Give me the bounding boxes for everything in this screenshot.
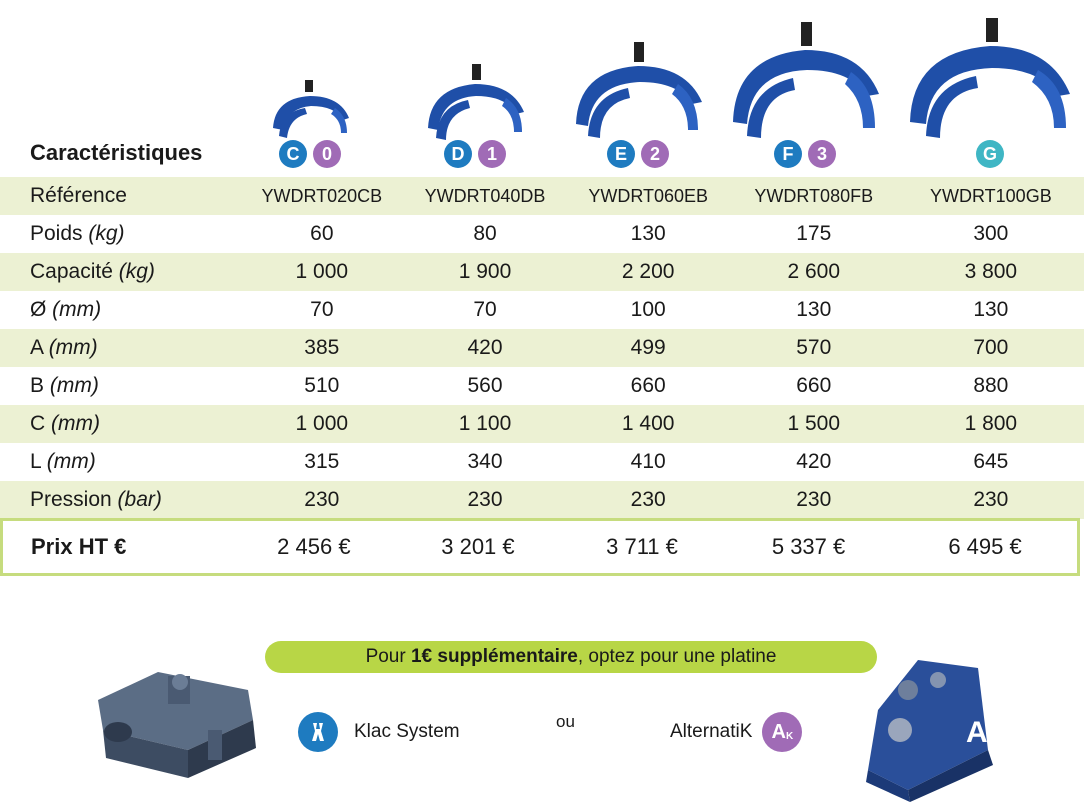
log-grapple-icon — [265, 78, 355, 140]
badge-group — [720, 140, 890, 168]
table-cell: 70 — [310, 298, 334, 321]
series-badge: 1 — [478, 140, 506, 168]
series-badge: 0 — [313, 140, 341, 168]
badge-group — [225, 140, 395, 168]
table-cell: 1 100 — [403, 405, 566, 443]
size-badge: F — [774, 140, 802, 168]
table-cell: 1 900 — [403, 253, 566, 291]
table-row — [0, 329, 1084, 367]
table-cell: YWDRT100GB — [898, 177, 1084, 215]
table-row — [0, 443, 1084, 481]
table-cell: 3 800 — [898, 253, 1084, 291]
promo-suffix: , optez pour une platine — [577, 646, 777, 667]
table-cell: 1 000 — [240, 253, 403, 291]
row-unit: (mm) — [46, 450, 96, 473]
price-value: 2 456 € — [277, 534, 351, 559]
table-cell: 230 — [403, 481, 566, 519]
table-cell: 340 — [467, 450, 503, 473]
row-label — [0, 291, 240, 329]
table-cell: 315 — [304, 450, 340, 473]
table-cell: 420 — [403, 329, 566, 367]
log-grapple-icon — [568, 40, 708, 140]
product-column-1 — [225, 0, 395, 175]
wrench-icon — [298, 712, 338, 752]
row-label — [0, 329, 240, 367]
series-badge: 2 — [641, 140, 669, 168]
table-row — [0, 177, 1084, 215]
promo-prefix: Pour — [365, 646, 406, 667]
table-cell: 570 — [730, 329, 898, 367]
table-cell: 410 — [630, 450, 666, 473]
table-cell: 660 — [630, 374, 666, 397]
price-value: 5 337 € — [771, 534, 846, 559]
product-column-2 — [390, 0, 560, 175]
table-cell: 2 200 — [567, 253, 730, 291]
table-cell: 1 500 — [730, 405, 898, 443]
row-label-text: A — [30, 336, 49, 359]
alternatik-label: AlternatiK — [670, 721, 753, 742]
row-label — [0, 481, 240, 519]
row-label — [0, 367, 240, 405]
row-label-text: C — [30, 412, 51, 435]
row-label — [0, 215, 240, 253]
table-row — [0, 367, 1084, 405]
series-badge: 3 — [808, 140, 836, 168]
row-unit: (kg) — [118, 260, 155, 283]
size-badge: G — [976, 140, 1004, 168]
klac-label: Klac System — [354, 721, 460, 742]
size-badge: E — [607, 140, 635, 168]
table-cell: 230 — [898, 481, 1084, 519]
row-unit: (mm) — [49, 374, 99, 397]
row-label — [0, 253, 240, 291]
price-value: 3 201 € — [441, 534, 515, 559]
table-cell: YWDRT020CB — [240, 177, 403, 215]
size-badge: C — [279, 140, 307, 168]
product-column-5 — [905, 0, 1075, 175]
table-cell: 1 400 — [567, 405, 730, 443]
table-cell: 175 — [796, 222, 832, 245]
row-label-text: Poids — [30, 222, 89, 245]
price-value: 6 495 € — [948, 534, 1022, 559]
table-cell: 300 — [973, 222, 1009, 245]
klac-plate-image — [88, 660, 263, 795]
table-row — [0, 291, 1084, 329]
table-cell: 80 — [473, 222, 497, 245]
table-cell: 130 — [973, 298, 1009, 321]
product-header — [0, 0, 1084, 175]
row-unit: (kg) — [88, 222, 125, 245]
table-cell: 499 — [567, 329, 730, 367]
table-cell: 130 — [630, 222, 666, 245]
row-label — [0, 177, 240, 215]
alternatik-plate-image — [848, 650, 1008, 805]
characteristics-title: Caractéristiques — [30, 140, 203, 165]
badge-group — [390, 140, 560, 168]
table-row — [0, 215, 1084, 253]
row-label-text: B — [30, 374, 50, 397]
table-cell: 700 — [898, 329, 1084, 367]
table-row — [0, 405, 1084, 443]
or-text: ou — [556, 712, 575, 731]
price-row — [0, 518, 1080, 576]
table-cell: 70 — [473, 298, 497, 321]
table-cell: 385 — [240, 329, 403, 367]
row-label-text: Référence — [30, 184, 127, 207]
specifications-table — [0, 177, 1084, 519]
log-grapple-icon — [725, 20, 885, 140]
table-cell: YWDRT060EB — [567, 177, 730, 215]
table-cell: YWDRT040DB — [403, 177, 566, 215]
table-cell: 2 600 — [730, 253, 898, 291]
table-cell: 1 000 — [240, 405, 403, 443]
table-cell: 100 — [630, 298, 666, 321]
row-label — [0, 405, 240, 443]
table-cell: 420 — [796, 450, 832, 473]
table-cell: 230 — [567, 481, 730, 519]
table-cell: 1 800 — [898, 405, 1084, 443]
alternatik-option — [670, 712, 802, 752]
svg-text:A: A — [966, 716, 988, 749]
product-column-4 — [720, 0, 890, 175]
row-unit: (mm) — [52, 298, 102, 321]
row-label-text: L — [30, 450, 47, 473]
log-grapple-icon — [420, 62, 530, 142]
table-cell: 880 — [973, 374, 1009, 397]
alternatik-badge-main: A — [771, 720, 786, 743]
table-row — [0, 253, 1084, 291]
row-label-text: Pression — [30, 488, 118, 511]
log-grapple-icon — [904, 16, 1076, 140]
table-cell: YWDRT080FB — [730, 177, 898, 215]
table-cell: 230 — [240, 481, 403, 519]
table-cell: 510 — [304, 374, 340, 397]
row-unit: (mm) — [48, 336, 98, 359]
table-row — [0, 481, 1084, 519]
klac-option — [298, 712, 460, 752]
promo-bold: 1€ supplémentaire — [410, 646, 578, 667]
table-cell: 130 — [796, 298, 832, 321]
alternatik-badge — [762, 712, 802, 752]
table-cell: 645 — [973, 450, 1009, 473]
size-badge: D — [444, 140, 472, 168]
alternatik-badge-sub: K — [785, 730, 794, 742]
badge-group — [553, 140, 723, 168]
table-cell: 660 — [796, 374, 832, 397]
table-cell: 560 — [467, 374, 503, 397]
row-label-text: Capacité — [30, 260, 119, 283]
row-label-text: Ø — [30, 298, 53, 321]
badge-group — [905, 140, 1075, 168]
row-label — [0, 443, 240, 481]
row-unit: (mm) — [51, 412, 100, 435]
table-cell: 230 — [730, 481, 898, 519]
promo-banner — [265, 641, 877, 673]
product-column-3 — [553, 0, 723, 175]
price-label: Prix HT € — [31, 534, 127, 559]
price-value: 3 711 € — [606, 534, 678, 559]
row-unit: (bar) — [117, 488, 162, 511]
table-cell: 60 — [310, 222, 334, 245]
